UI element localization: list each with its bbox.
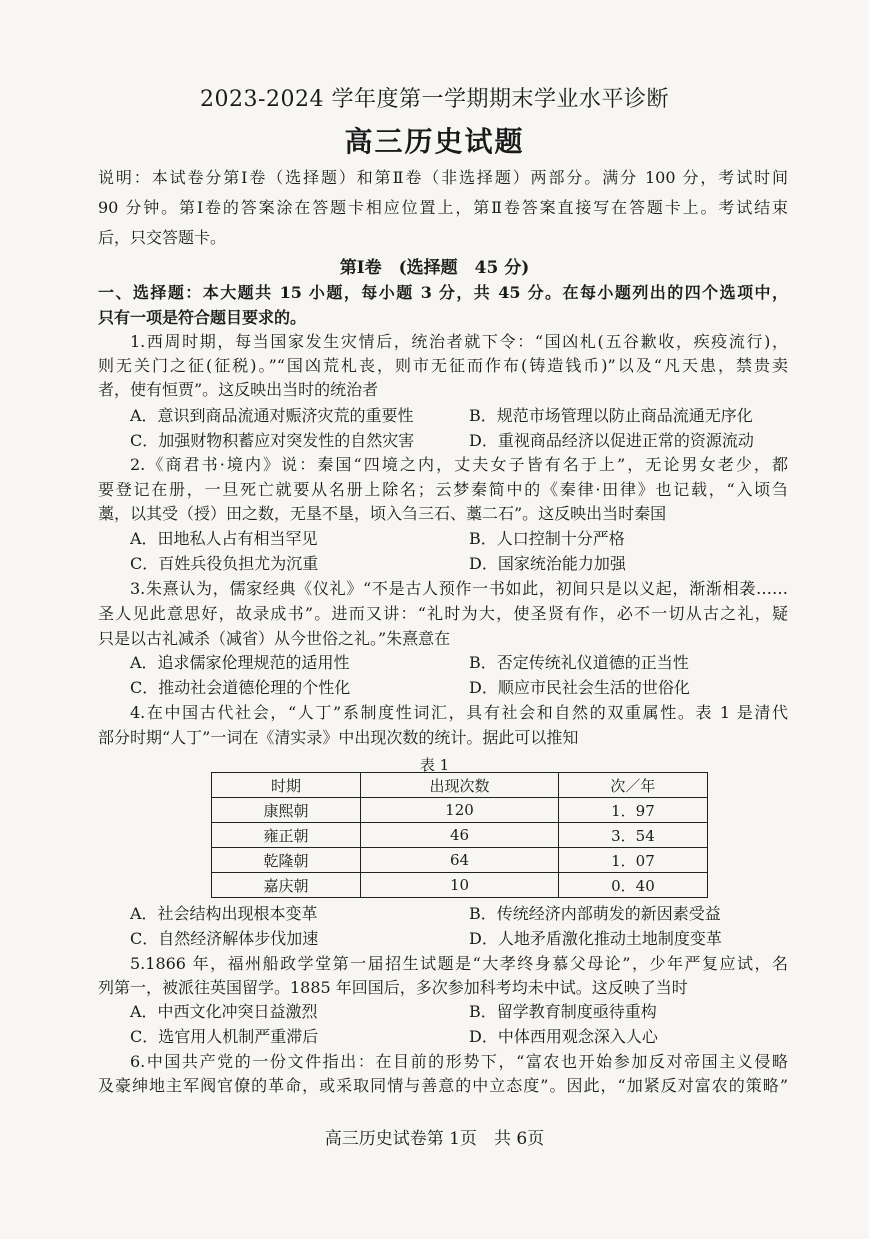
q1-stem-1: 1.西周时期，每当国家发生灾情后，统治者就下令：“国凶札(五谷歉收，疾疫流行)， [130,332,788,351]
table-cell: 10 [361,873,559,898]
table-header-cell: 次／年 [558,773,707,798]
subject-title: 高三历史试题 [344,125,525,158]
table-cell: 3．54 [558,823,707,848]
q2-option-a: A．田地私人占有相当罕见 [130,529,318,548]
q3-option-a: A．追求儒家伦理规范的适用性 [130,653,350,672]
q5-option-c: C．选官用人机制严重滞后 [130,1027,319,1046]
table-cell: 1．07 [558,848,707,873]
table-cell: 雍正朝 [212,823,361,848]
q3-option-c: C．推动社会道德伦理的个性化 [130,678,351,697]
q2-stem-2: 要登记在册，一旦死亡就要从名册上除名；云梦秦简中的《秦律·田律》也记载，“入顷刍 [98,480,788,499]
q5-option-d: D．中体西用观念深入人心 [469,1027,658,1046]
table-cell: 64 [361,848,559,873]
table-header-cell: 出现次数 [361,773,559,798]
q3-option-b: B．否定传统礼仪道德的正当性 [469,653,689,672]
table-cell: 0．40 [558,873,707,898]
q1-option-c: C．加强财物积蓄应对突发性的自然灾害 [130,431,415,450]
q1-stem-2: 则无关门之征(征税)。”“国凶荒札丧，则市无征而作布(铸造钱币)”以及“凡天患，禁贵卖 [98,356,788,375]
table-cell: 乾隆朝 [212,848,361,873]
notes-line-1: 说明：本试卷分第Ⅰ卷（选择题）和第Ⅱ卷（非选择题）两部分。满分 100 分，考试时间 [98,168,788,187]
statistics-table [211,772,708,898]
exam-title: 2023-2024 学年度第一学期期末学业水平诊断 [200,87,669,112]
q5-stem-1: 5.1866 年，福州船政学堂第一届招生试题是“大孝终身慕父母论”，少年严复应试，名 [130,954,788,973]
q6-stem-1: 6.中国共产党的一份文件指出：在目前的形势下，“富农也开始参加反对帝国主义侵略 [130,1052,788,1071]
q3-stem-1: 3.朱熹认为，儒家经典《仪礼》“不是古人预作一书如此，初间只是以义起，渐渐相袭…… [130,579,788,598]
q1-option-b: B．规范市场管理以防止商品流通无序化 [469,406,753,425]
q1-stem-3: 者，使有恒贾”。这反映出当时的统治者 [98,380,379,399]
table-cell: 1．97 [558,798,707,823]
q4-stem-1: 4.在中国古代社会，“人丁”系制度性词汇，具有社会和自然的双重属性。表 1 是清代 [130,703,788,722]
table-header-cell: 时期 [212,773,361,798]
table-row [212,798,708,823]
table-cell: 康熙朝 [212,798,361,823]
notes-line-2: 90 分钟。第Ⅰ卷的答案涂在答题卡相应位置上，第Ⅱ卷答案直接写在答题卡上。考试结束 [98,198,788,217]
q3-stem-2: 圣人见此意思好，故录成书”。进而又讲：“礼时为大，使圣贤有作，必不一切从古之礼，疑 [98,604,788,623]
q5-stem-2: 列第一，被派往英国留学。1885 年回国后，多次参加科考均未中试。这反映了当时 [98,978,688,997]
q5-option-a: A．中西文化冲突日益激烈 [130,1002,318,1021]
table-cell: 嘉庆朝 [212,873,361,898]
q2-option-b: B．人口控制十分严格 [469,529,625,548]
q2-stem-3: 藁，以其受（授）田之数，无垦不垦，顷入刍三石、藁二石”。这反映出当时秦国 [98,504,667,523]
q1-option-a: A．意识到商品流通对赈济灾荒的重要性 [130,406,414,425]
q3-stem-3: 只是以古礼减杀（减省）从今世俗之礼。”朱熹意在 [98,629,451,648]
section-heading: 第Ⅰ卷 (选择题 45 分) [339,258,530,278]
q4-option-d: D．人地矛盾激化推动土地制度变革 [469,929,722,948]
table-row [212,823,708,848]
table-caption: 表 1 [419,756,450,774]
q2-stem-1: 2.《商君书·境内》说：秦国“四境之内，丈夫女子皆有名于上”，无论男女老少，都 [130,455,788,474]
instructions-line-2: 只有一项是符合题目要求的。 [98,308,307,327]
q4-option-a: A．社会结构出现根本变革 [130,904,318,923]
q2-option-c: C．百姓兵役负担尤为沉重 [130,554,319,573]
q5-option-b: B．留学教育制度亟待重构 [469,1002,657,1021]
page-footer: 高三历史试卷第 1页 共 6页 [324,1129,545,1149]
table-row [212,873,708,898]
notes-line-3: 后，只交答题卡。 [98,228,227,247]
q1-option-d: D．重视商品经济以促进正常的资源流动 [469,431,754,450]
q6-stem-2: 及豪绅地主军阀官僚的革命，或采取同情与善意的中立态度”。因此，“加紧反对富农的策略” [98,1076,788,1095]
table-cell: 120 [361,798,559,823]
instructions-line-1: 一、选择题：本大题共 15 小题，每小题 3 分，共 45 分。在每小题列出的四个选项中， [98,283,788,302]
table-row [212,848,708,873]
q4-stem-2: 部分时期“人丁”一词在《清实录》中出现次数的统计。据此可以推知 [98,728,579,747]
q3-option-d: D．顺应市民社会生活的世俗化 [469,678,690,697]
table-header-row [212,773,708,798]
q4-option-c: C．自然经济解体步伐加速 [130,929,319,948]
q4-option-b: B．传统经济内部萌发的新因素受益 [469,904,721,923]
table-cell: 46 [361,823,559,848]
q2-option-d: D．国家统治能力加强 [469,554,626,573]
